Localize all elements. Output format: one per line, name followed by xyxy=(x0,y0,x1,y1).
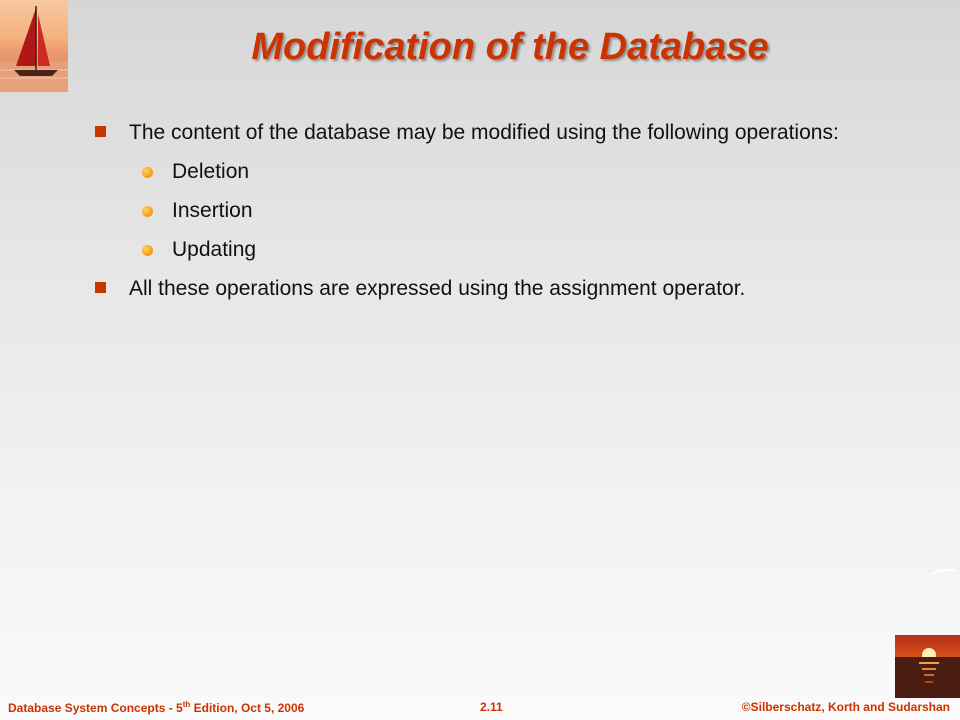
bullet-item xyxy=(95,118,855,147)
sailboat-logo-image xyxy=(0,0,68,92)
sub-bullet-text: Insertion xyxy=(172,199,253,222)
square-bullet-icon xyxy=(95,126,106,137)
sub-bullet-item xyxy=(95,196,855,225)
footer-book-prefix: Database System Concepts - 5 xyxy=(8,701,183,715)
sub-bullet-text: Updating xyxy=(172,238,257,261)
footer-copyright: ©Silberschatz, Korth and Sudarshan xyxy=(741,700,950,714)
sunset-logo-image xyxy=(895,635,960,698)
slide-title: Modification of the Database xyxy=(251,26,769,68)
footer-book-sup: th xyxy=(182,700,191,709)
round-bullet-icon xyxy=(142,206,153,217)
square-bullet-icon xyxy=(95,282,106,293)
footer-book-info xyxy=(8,700,304,718)
swoosh-decoration-icon xyxy=(930,568,958,576)
round-bullet-icon xyxy=(142,167,153,178)
sub-bullet-item xyxy=(95,157,855,186)
page-number: 2.11 xyxy=(480,700,503,714)
bullet-text: The content of the database may be modified using the following operations: xyxy=(129,121,839,144)
sub-bullet-text: Deletion xyxy=(172,160,250,183)
footer-book-suffix: Edition, Oct 5, 2006 xyxy=(190,701,305,715)
bullet-text: All these operations are expressed using the assignment operator. xyxy=(129,277,746,300)
round-bullet-icon xyxy=(142,245,153,256)
slide-content xyxy=(95,118,855,313)
sub-bullet-item xyxy=(95,235,855,264)
bullet-item xyxy=(95,274,769,303)
